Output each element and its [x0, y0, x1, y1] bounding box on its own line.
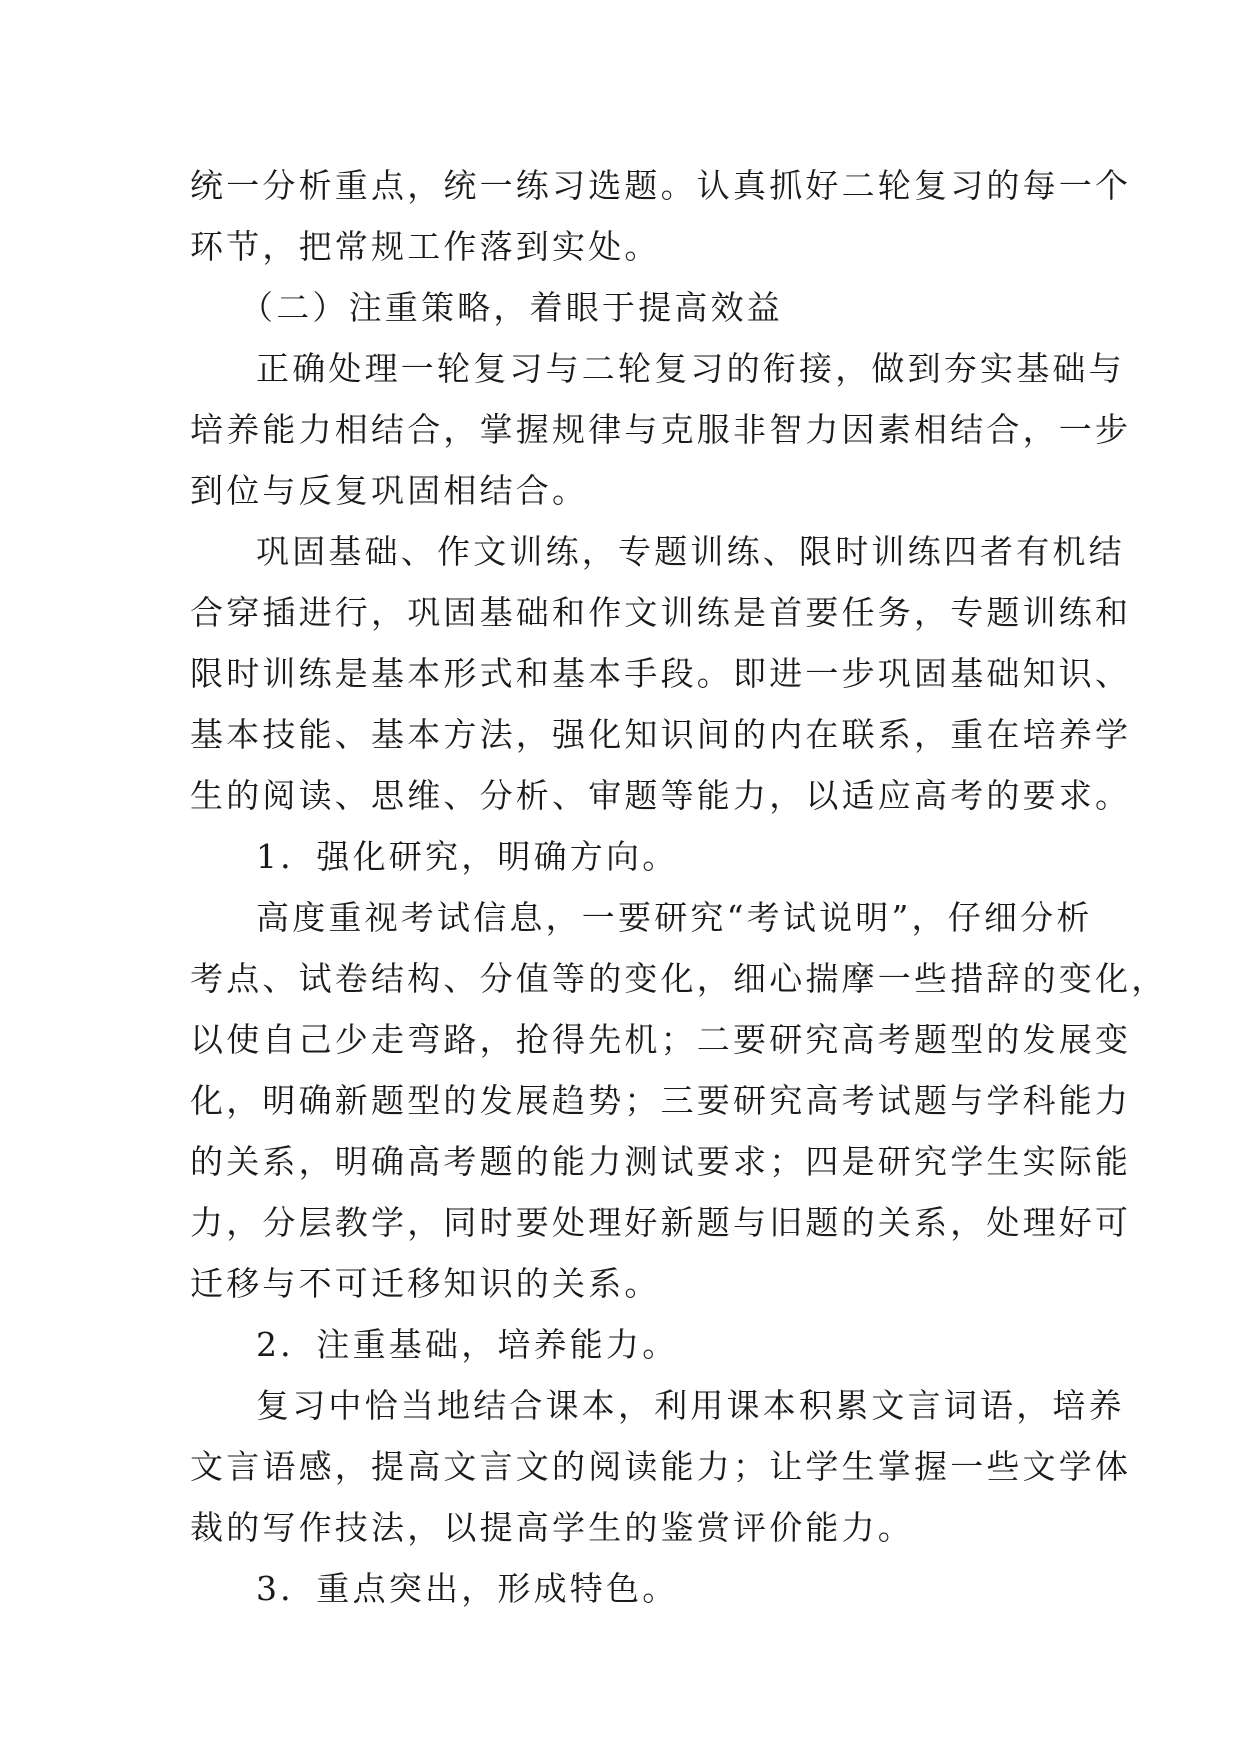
text-line: 化，明确新题型的发展趋势；三要研究高考试题与学科能力 [190, 1081, 1132, 1120]
text-line: 培养能力相结合，掌握规律与克服非智力因素相结合，一步 [190, 410, 1132, 449]
text-line: 考点、试卷结构、分值等的变化，细心揣摩一些措辞的变化， [190, 959, 1168, 998]
text-line: 复习中恰当地结合课本，利用课本积累文言词语，培养 [256, 1386, 1125, 1425]
continuation-paragraph [190, 155, 1132, 277]
text-line: 生的阅读、思维、分析、审题等能力，以适应高考的要求。 [190, 776, 1132, 815]
numbered-subheading [190, 1558, 1060, 1619]
text-line: 以使自己少走弯路，抢得先机；二要研究高考题型的发展变 [190, 1020, 1132, 1059]
text-line: 环节，把常规工作落到实处。 [190, 227, 661, 266]
text-line: 限时训练是基本形式和基本手段。即进一步巩固基础知识、 [190, 654, 1132, 693]
subheading-text: 2．注重基础，培养能力。 [256, 1325, 679, 1364]
text-line: 迁移与不可迁移知识的关系。 [190, 1264, 661, 1303]
text-line: 基本技能、基本方法，强化知识间的内在联系，重在培养学 [190, 715, 1132, 754]
text-line: 高度重视考试信息，一要研究“考试说明”，仔细分析 [256, 898, 1093, 937]
body-paragraph [190, 338, 1132, 521]
text-line: 裁的写作技法，以提高学生的鉴赏评价能力。 [190, 1508, 914, 1547]
text-line: 正确处理一轮复习与二轮复习的衔接，做到夯实基础与 [256, 349, 1125, 388]
text-line: 合穿插进行，巩固基础和作文训练是首要任务，专题训练和 [190, 593, 1132, 632]
text-line: 的关系，明确高考题的能力测试要求；四是研究学生实际能 [190, 1142, 1132, 1181]
text-line: 力，分层教学，同时要处理好新题与旧题的关系，处理好可 [190, 1203, 1132, 1242]
text-line: 统一分析重点，统一练习选题。认真抓好二轮复习的每一个 [190, 166, 1132, 205]
text-line: 文言语感，提高文言文的阅读能力；让学生掌握一些文学体 [190, 1447, 1132, 1486]
numbered-subheading [190, 826, 1060, 887]
text-line: 巩固基础、作文训练，专题训练、限时训练四者有机结 [256, 532, 1125, 571]
body-paragraph [190, 887, 1168, 1314]
section-heading-text: （二）注重策略，着眼于提高效益 [240, 288, 783, 327]
numbered-subheading [190, 1314, 1060, 1375]
subheading-text: 3．重点突出，形成特色。 [256, 1569, 679, 1608]
body-paragraph [190, 521, 1132, 826]
text-line: 到位与反复巩固相结合。 [190, 471, 589, 510]
body-paragraph [190, 1375, 1132, 1558]
document-body [190, 155, 1168, 1619]
section-heading [190, 277, 1060, 338]
subheading-text: 1．强化研究，明确方向。 [256, 837, 679, 876]
